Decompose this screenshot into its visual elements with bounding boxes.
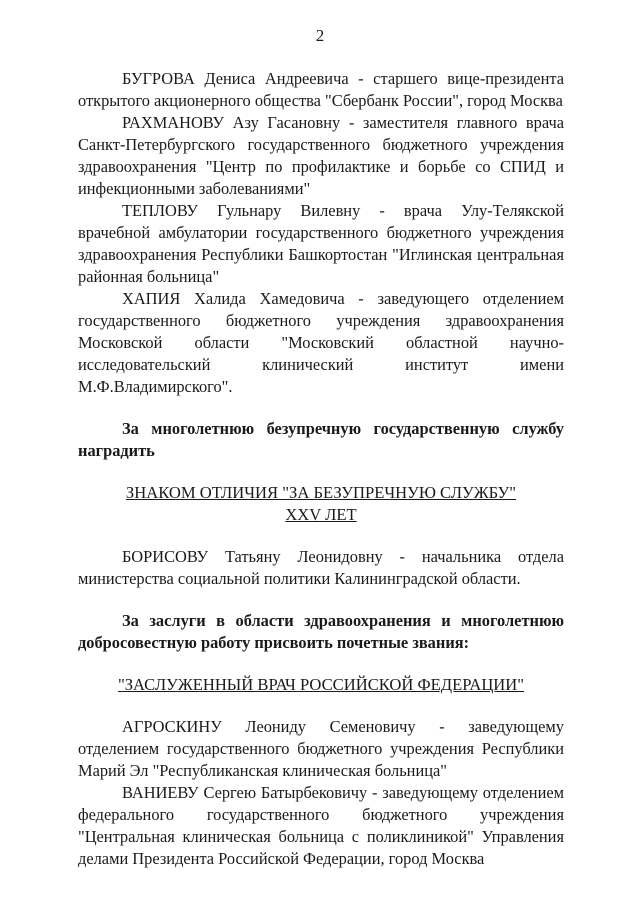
award-heading-line1: ЗНАКОМ ОТЛИЧИЯ "ЗА БЕЗУПРЕЧНУЮ СЛУЖБУ" [125,483,517,502]
spacer [78,590,564,610]
spacer [78,398,564,418]
entry-vaniev: ВАНИЕВУ Сергею Батырбековичу - заведующему отделением федерального государственного бюджетного учреждения "Центральная клиническая больница с поликлиникой" Управления делами Президента Российской Федерации, город Москва [78,783,564,868]
spacer [78,462,564,482]
award-intro-honorary: За заслуги в области здравоохранения и многолетнюю добросовестную работу присвоить почетные звания: [78,611,564,652]
spacer [78,526,564,546]
entry-khapiy: ХАПИЯ Халида Хамедовича - заведующего отделением государственного бюджетного учреждения здравоохранения Московской области "Московский областной научно-исследовательский клинический институт имени М.Ф.Владимирского". [78,289,564,396]
award-intro-service: За многолетнюю безупречную государственную службу наградить [78,419,564,460]
spacer [78,696,564,716]
entry-agroskin: АГРОСКИНУ Леониду Семеновичу - заведующему отделением государственного бюджетного учреждения Республики Марий Эл "Республиканская клиническая больница" [78,717,564,780]
entry-bugrov: БУГРОВА Дениса Андреевича - старшего вице-президента открытого акционерного общества "Сбербанк России", город Москва [78,69,564,110]
honorary-title-heading: "ЗАСЛУЖЕННЫЙ ВРАЧ РОССИЙСКОЙ ФЕДЕРАЦИИ" [117,675,525,694]
entry-rakhmanova: РАХМАНОВУ Азу Гасановну - заместителя главного врача Санкт-Петербургского государственного бюджетного учреждения здравоохранения "Центр по профилактике и борьбе со СПИД и инфекционными заболеваниями" [78,113,564,198]
award-heading-line2: XXV ЛЕТ [285,505,357,524]
document-body [78,68,564,870]
entry-borisova: БОРИСОВУ Татьяну Леонидовну - начальника отдела министерства социальной политики Калининградской области. [78,547,564,588]
entry-teplova: ТЕПЛОВУ Гульнару Вилевну - врача Улу-Телякской врачебной амбулатории государственного бюджетного учреждения здравоохранения Республики Башкортостан "Иглинская центральная районная больница" [78,201,564,286]
page-number: 2 [315,26,325,45]
spacer [78,654,564,674]
